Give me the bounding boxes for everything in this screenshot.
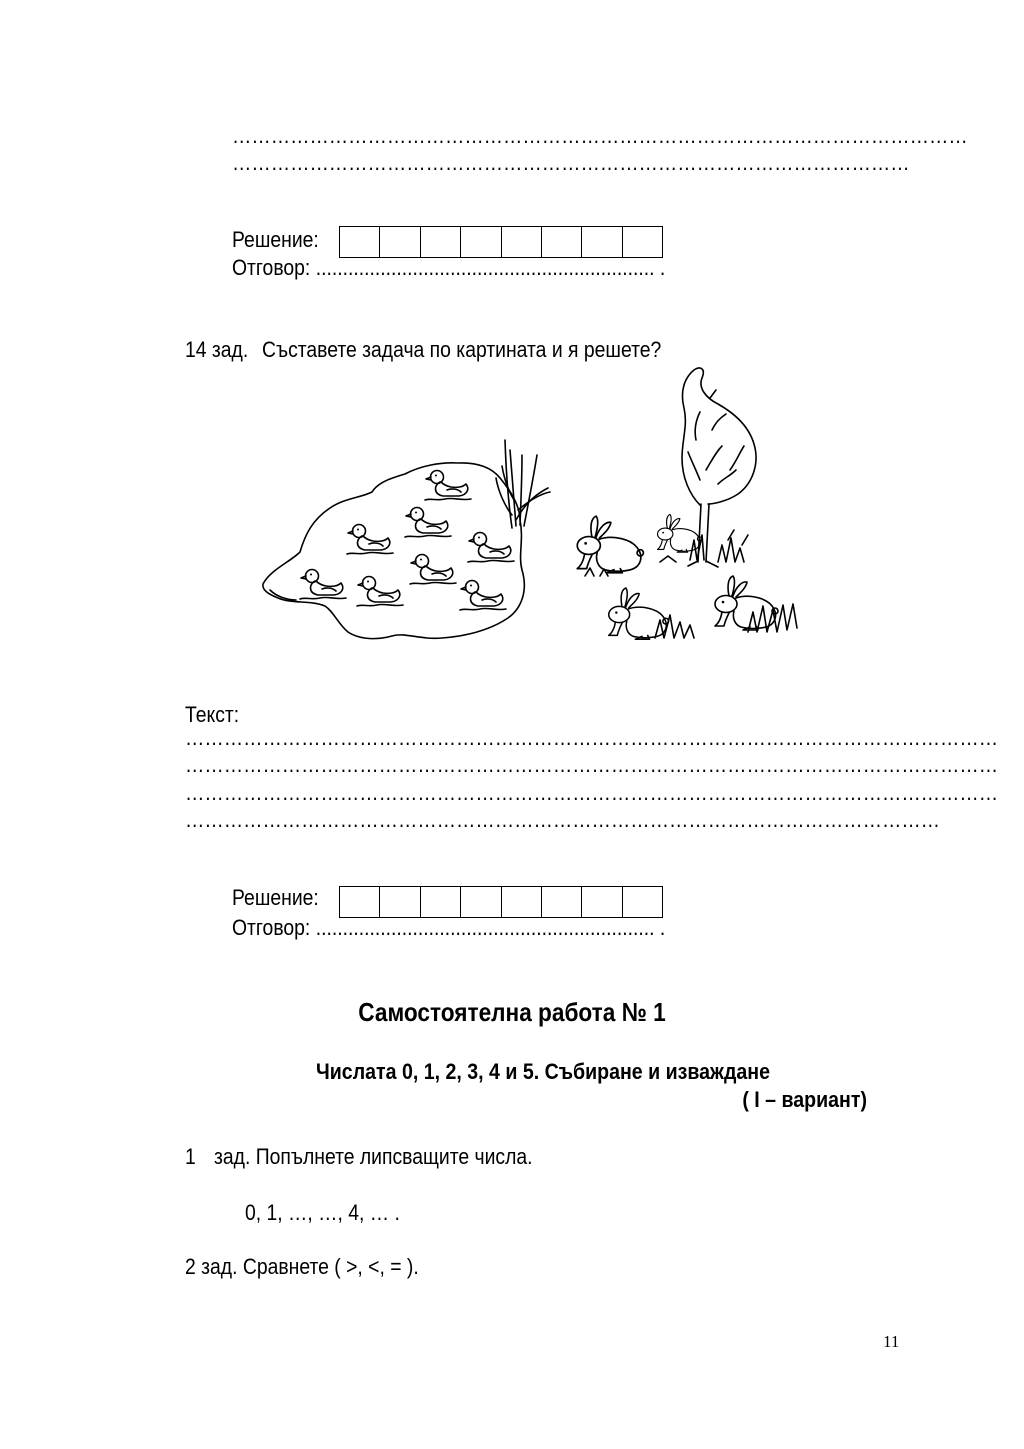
dotted-line: ……………………………………………………………………………………………………: [232, 123, 968, 148]
pond-icon: [263, 463, 524, 639]
number-sequence: 0, 1, …, …, 4, … .: [245, 1200, 400, 1225]
duck-icon: [347, 525, 393, 555]
variant-label: ( I – вариант): [742, 1087, 867, 1112]
duck-icon: [300, 570, 346, 600]
solution-cell: [622, 227, 662, 257]
duck-icon: [460, 581, 506, 611]
solution-cell: [420, 887, 460, 917]
dotted-line: ………………………………………………………………………………………………………………: [185, 752, 999, 777]
rabbit-icon: [715, 576, 778, 630]
solution-label: Решение:: [232, 227, 319, 252]
solution-cell: [501, 887, 541, 917]
dotted-line: ………………………………………………………………………………………………………………: [185, 780, 999, 805]
solution-cell: [340, 887, 379, 917]
solution-cell: [541, 227, 581, 257]
page-number: 11: [883, 1332, 900, 1351]
solution-cell: [379, 887, 419, 917]
section-title: Самостоятелна работа № 1: [358, 997, 666, 1027]
pond-edge-icon: [270, 590, 296, 600]
grass-icon: [585, 568, 608, 576]
text-label: Текст:: [185, 702, 240, 727]
task-number: 1: [185, 1144, 196, 1169]
solution-cell: [581, 227, 621, 257]
task-text: Съставете задача по картината и я решете?: [262, 337, 662, 362]
solution-cell: [622, 887, 662, 917]
duck-icon: [468, 533, 514, 563]
section-subtitle: Числата 0, 1, 2, 3, 4 и 5. Събиране и изваждане: [316, 1059, 770, 1084]
solution-cell: [420, 227, 460, 257]
dotted-line: ………………………………………………………………………………………………………: [185, 807, 941, 832]
duck-icon: [425, 471, 471, 501]
solution-cell: [460, 887, 500, 917]
tree-icon: [682, 368, 756, 567]
solution-cell: [581, 887, 621, 917]
solution-cell: [501, 227, 541, 257]
answer-line: Отговор: ............................................................... .: [232, 255, 666, 280]
dotted-line: ……………………………………………………………………………………………: [232, 150, 910, 175]
task-14-illustration: [255, 360, 815, 650]
solution-label: Решение:: [232, 885, 319, 910]
solution-cell: [460, 227, 500, 257]
solution-cell: [340, 227, 379, 257]
duck-icon: [405, 508, 451, 538]
grass-icon: [660, 556, 676, 562]
task-number: 14 зад.: [185, 337, 249, 362]
rabbit-icon: [609, 588, 669, 639]
dotted-line: ………………………………………………………………………………………………………………: [185, 725, 999, 750]
duck-icon: [410, 555, 456, 585]
solution-cell: [541, 887, 581, 917]
solution-boxes: [339, 886, 663, 918]
duck-icon: [357, 577, 403, 607]
rabbit-icon: [577, 516, 643, 573]
solution-cell: [379, 227, 419, 257]
task-text: зад. Попълнете липсващите числа.: [214, 1144, 533, 1169]
task-text: 2 зад. Сравнете ( >, <, = ).: [185, 1254, 419, 1279]
answer-line: Отговор: ............................................................... .: [232, 915, 666, 940]
solution-boxes: [339, 226, 663, 258]
